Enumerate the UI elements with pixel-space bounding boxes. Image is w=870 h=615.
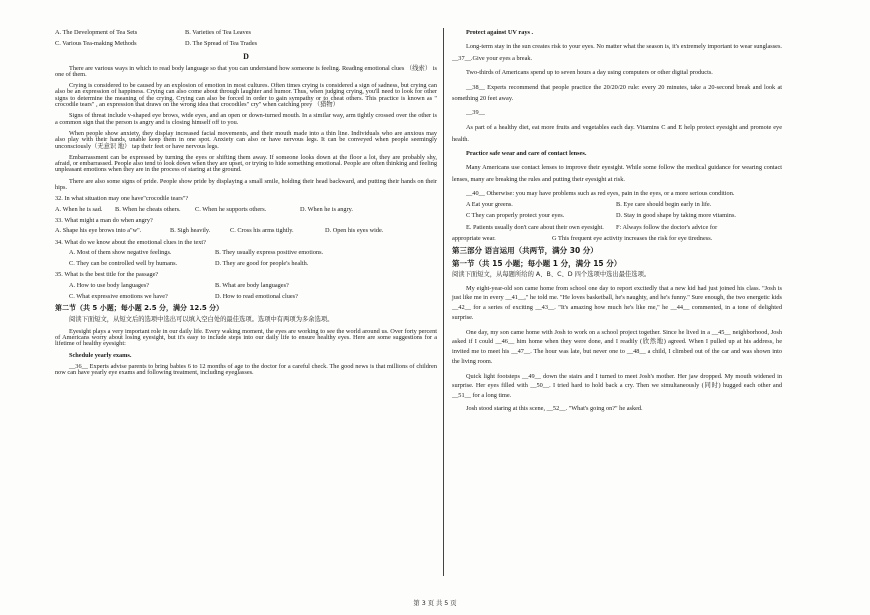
- question-34: [55, 240, 437, 268]
- paragraph: There are various ways in which to read body language so that you can understand how someone is feeling. Reading emotional clues （线索） is one of them.: [55, 64, 437, 78]
- c-option-a: A. The Development of Tea Sets: [55, 29, 138, 36]
- option-b[interactable]: B. Eye care should begin early in life.: [616, 201, 712, 209]
- paragraph: Crying is considered to be caused by an explosion of emotion in most cultures. Often times crying is considered a sign of sadness, but crying can also be an expression of happiness. Crying can also come about through laughter and humor. Thus, when judging crying, you'll need to look for other signs to determine the meaning of the crying. Crying can also be forced in order to gain sympathy or to cheat others. This practice is known as " crocodile tears" , an expression that draws on the wrong idea that crocodiles" cry" when catching prey （猎物）: [55, 82, 437, 109]
- option[interactable]: D. They are good for people's health.: [215, 260, 309, 268]
- option[interactable]: D. When he is angry.: [300, 205, 353, 213]
- question-options: [55, 207, 437, 213]
- section-2-title: 第二节（共 5 小题；每小题 2.5 分，满分 12.5 分）: [55, 304, 224, 313]
- option[interactable]: A. How to use body languages?: [69, 281, 150, 289]
- option[interactable]: C. Cross his arms tightly.: [230, 227, 294, 235]
- option-g[interactable]: G This frequent eye activity increases the risk for eye tiredness.: [552, 235, 713, 242]
- option-a[interactable]: A Eat your greens.: [466, 201, 513, 209]
- question-stem: 32. In what situation may one have"crocodile tears"?: [55, 195, 189, 203]
- options-row: [452, 236, 782, 242]
- part-3-title: 第三部分 语言运用（共两节，满分 30 分）: [452, 246, 598, 256]
- option-c[interactable]: C They can properly protect your eyes.: [466, 212, 565, 220]
- screens-paragraph: Two-thirds of Americans spend up to seven hours a day using computers or other digital products.: [466, 69, 713, 77]
- question-39-blank: __39__: [466, 109, 485, 117]
- diet-paragraph: As part of a healthy diet, eat more fruits and vegetables each day. Vitamins C and E help protect eyesight and promote eye health.: [452, 123, 782, 143]
- section-1-instructions: 阅读下面短文，从每题所给的 A、B、C、D 四个选项中选出最佳选项。: [452, 271, 651, 279]
- option[interactable]: A. Shape his eye brows into a"w".: [55, 227, 142, 235]
- left-column: [55, 30, 437, 381]
- c-option-d: D. The Spread of Tea Trades: [185, 40, 258, 48]
- question-stem: 33. What might a man do when angry?: [55, 216, 153, 224]
- c-option-c: C. Various Tea-making Methods: [55, 40, 137, 48]
- option[interactable]: C. What expressive emotions we have?: [69, 293, 168, 301]
- question-32: [55, 196, 437, 213]
- passage-label: D: [243, 51, 249, 61]
- lens-paragraph: Many Americans use contact lenses to improve their eyesight. While some follow the medical guidance for wearing contact lenses, many are breaking the rules and putting their eyesight at risk.: [452, 163, 782, 183]
- eye-intro: Eyesight plays a very important role in our daily life. Every waking moment, the eyes are working to see the world around us. Over forty percent of Americans worry about losing eyesight, but it's easy to include steps into our daily life to ensure healthy eyes. Here are some suggestions for a lifetime of healthy eyesight:: [55, 327, 437, 348]
- option-f-end: appropriate wear.: [452, 235, 496, 242]
- option[interactable]: B. Sigh heavily.: [170, 227, 211, 235]
- options-row: [452, 225, 782, 231]
- paragraph: Signs of threat include v-shaped eye brows, wide eyes, and an open or down-turned mouth. In a similar way, arm tightly crossed over the other is a common sign that the person is angry and is closing himself off to you.: [55, 112, 437, 126]
- cloze-paragraph: Josh stood staring at this scene, __52__. "What's going on?" he asked.: [466, 404, 643, 412]
- column-divider: [443, 28, 444, 576]
- section-1-title: 第一节（共 15 小题；每小题 1 分，满分 15 分）: [452, 258, 622, 268]
- c-option-b: B. Varieties of Tea Leaves: [185, 29, 251, 36]
- option-e[interactable]: E. Patients usually don't care about their own eyesight.: [466, 223, 604, 231]
- option[interactable]: A. When he is sad.: [55, 205, 103, 213]
- option[interactable]: A. Most of them show negative feelings.: [69, 248, 172, 256]
- uv-paragraph: Long-term stay in the sun creates risk to your eyes. No matter what the season is, it's extremely important to wear sunglasses. __37__.Give your eyes a break.: [452, 43, 782, 63]
- options-row: [452, 213, 782, 219]
- option[interactable]: D. Open his eyes wide.: [325, 227, 384, 235]
- question-options: [55, 294, 437, 300]
- question-stem: 34. What do we know about the emotional clues in the text?: [55, 238, 206, 246]
- question-40-paragraph: __40__ Otherwise: you may have problems such as red eyes, pain in the eyes, or a more serious condition.: [466, 189, 735, 197]
- option[interactable]: B. They usually express positive emotions.: [215, 248, 324, 256]
- question-options: [55, 228, 437, 234]
- option[interactable]: B. When he cheats others.: [115, 205, 181, 213]
- option[interactable]: B. What are body languages?: [215, 281, 289, 289]
- question-stem: 35. What is the best title for the passage?: [55, 271, 159, 279]
- uv-heading: Protect against UV rays .: [466, 29, 534, 36]
- cloze-paragraph: My eight-year-old son came home from school one day to report excitedly that a new kid had just joined his class. "Josh is just like me in every __41__," he told me. "He loves basketball, he's naughty, and he's funny." Sure enough, the two energetic kids __42__ for a series of exciting __43__. "It's amazing how much he's like me," he __44__ commented, in a tone of delighted surprise.: [452, 284, 782, 321]
- paragraph: There are also some signs of pride. People show pride by displaying a small smile, holding their head backward, and putting their hands on their hips.: [55, 177, 437, 192]
- option-d[interactable]: D. Stay in good shape by taking more vitamins.: [616, 212, 736, 220]
- question-options: [55, 283, 437, 289]
- option[interactable]: C. When he supports others.: [195, 205, 267, 213]
- page-footer: 第 3 页 共 5 页: [413, 600, 457, 607]
- option[interactable]: C. They can be controlled well by humans.: [69, 260, 178, 268]
- question-38-paragraph: __38__ Experts recommend that people practice the 20/20/20 rule: every 20 minutes, take a 20-second break and look at something 20 feet away.: [452, 83, 782, 103]
- cloze-paragraph: One day, my son came home with Josh to work on a school project together. Since he lived in a __45__ neighborhood, Josh asked if I could __46__ him home when they were done, and I readily (欣然地) agreed. When I pulled up at his address, he invited me to meet his __47__. The hour was late, but never one to __48__ a child, I climbed out of the car and was shown into the living room.: [452, 328, 782, 365]
- question-35: [55, 272, 437, 300]
- question-options: [55, 261, 437, 267]
- question-33: [55, 218, 437, 235]
- schedule-heading: Schedule yearly exams.: [69, 351, 132, 359]
- lens-heading: Practice safe wear and care of contact lenses.: [466, 149, 587, 157]
- paragraph: Embarrassment can be expressed by turning the eyes or shifting them away. If someone looks down at the floor a lot, they are probably shy, afraid, or embarrassed. People also tend to look down when they are upset, or trying to hide something emotional. People are often thinking and feeling unpleasant emotions when they are in the process of staring at the ground.: [55, 153, 437, 174]
- option-f[interactable]: F: Always follow the doctor's advice for: [616, 223, 718, 231]
- cloze-paragraph: Quick light footsteps __49__ down the stairs and I turned to meet Josh's mother. Her jaw dropped. My mouth widened in surprise. Her eyes filled with __50__. I tried hard to hold back a cry. Then we simultaneously (同时) hugged each other and __51__ for a long time.: [452, 372, 782, 400]
- option[interactable]: D. How to read emotional clues?: [215, 293, 298, 301]
- c-options-row-1: [55, 30, 437, 36]
- paragraph: When people show anxiety, they display increased facial movements, and their mouth made into a thin line. Individuals who are anxious may also play with their hands, unable keep them in one spot. Anxiety can also or have nervous legs. It can be conveyed when people seemingly unconsciously（无意识 地） tap their feet or have nervous legs.: [55, 129, 437, 150]
- question-options: [55, 250, 437, 256]
- options-row: [452, 202, 782, 208]
- c-options-row-2: [55, 41, 437, 47]
- question-36-paragraph: __36__ Experts advise parents to bring babies 6 to 12 months of age to the doctor for a careful check. The good news is that millions of children now can have yearly eye exams and following treatment, including eyeglasses.: [55, 362, 437, 377]
- section-2-instructions: 阅读下面短文，从短文后的选项中选出可以填入空白处的最佳选项。选项中有两项为多余选项。: [69, 316, 334, 324]
- right-column: [452, 30, 782, 417]
